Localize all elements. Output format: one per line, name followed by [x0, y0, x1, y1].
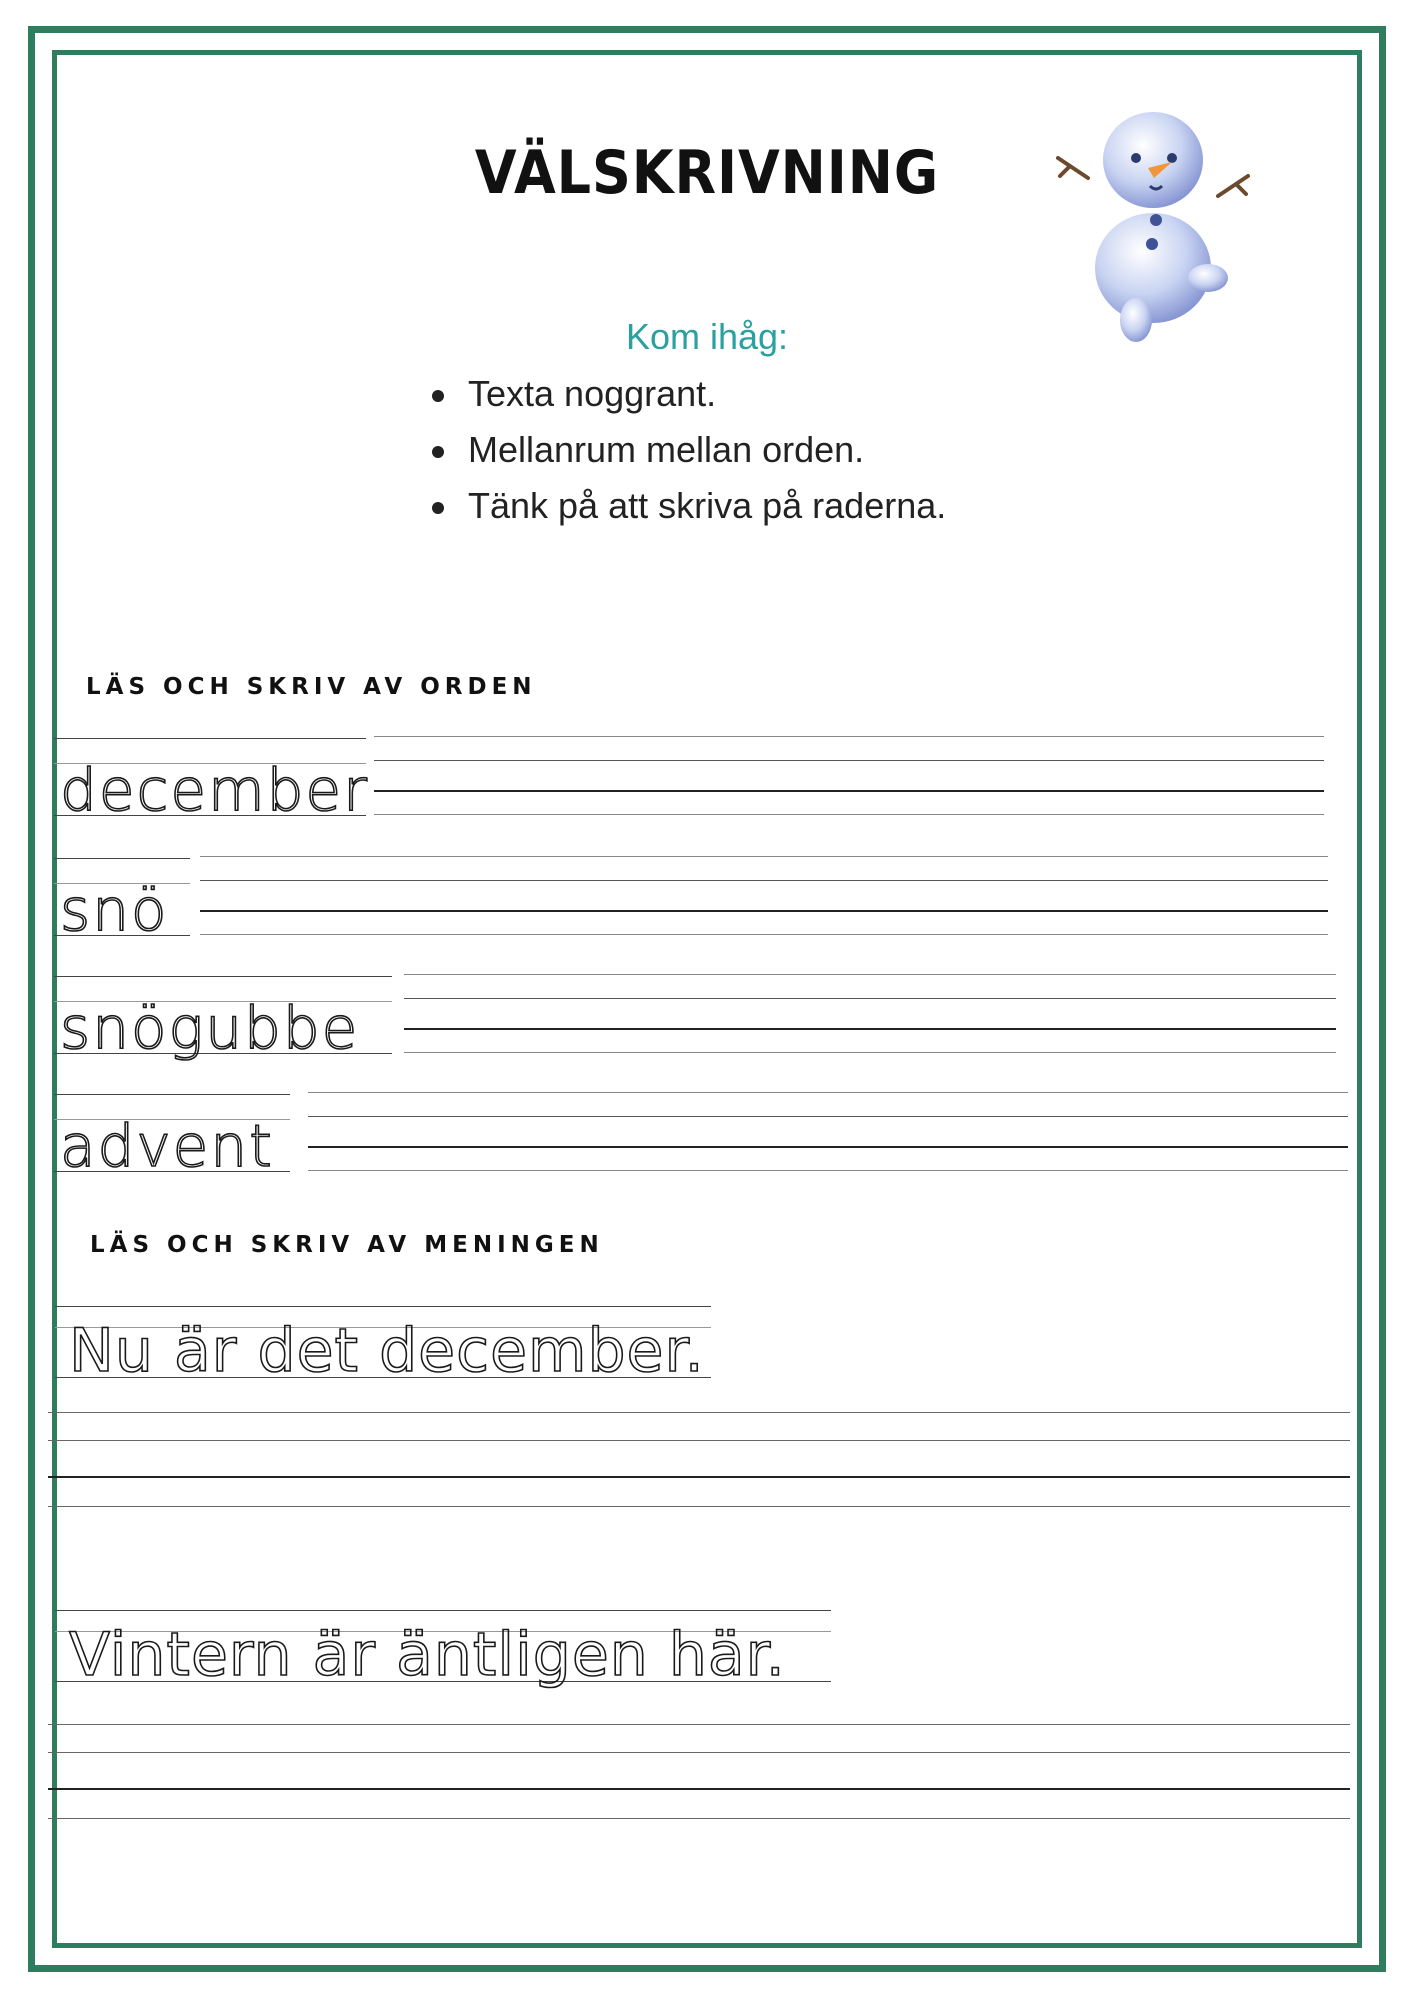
reminder-item: Mellanrum mellan orden. — [428, 422, 946, 478]
word-text: snö — [60, 876, 169, 944]
word-text: snögubbe — [60, 994, 360, 1062]
sentence-text: Nu är det december. — [69, 1316, 705, 1386]
reminder-list — [428, 366, 946, 534]
word-text: december — [60, 756, 369, 824]
sentence-writing-lines[interactable] — [48, 1412, 1350, 1508]
reminder-heading: Kom ihåg: — [625, 316, 789, 357]
word-text: advent — [60, 1112, 274, 1180]
words-heading: LÄS OCH SKRIV AV ORDEN — [86, 674, 537, 700]
word-model — [54, 738, 369, 824]
sentence-model — [55, 1306, 711, 1386]
reminder-item: Tänk på att skriva på raderna. — [428, 478, 946, 534]
sentence-model — [55, 1610, 831, 1690]
writing-lines[interactable] — [374, 736, 1324, 814]
writing-lines[interactable] — [308, 1092, 1348, 1170]
reminder-item: Texta noggrant. — [428, 366, 946, 422]
word-model — [54, 1094, 290, 1180]
writing-lines[interactable] — [404, 974, 1336, 1052]
snowman-image — [1048, 98, 1258, 348]
writing-lines[interactable] — [200, 856, 1328, 934]
word-model — [54, 858, 190, 944]
page-title: VÄLSKRIVNING — [474, 138, 940, 208]
word-model — [54, 976, 392, 1062]
sentence-heading: LÄS OCH SKRIV AV MENINGEN — [90, 1232, 604, 1258]
sentence-text: Vintern är äntligen här. — [69, 1620, 786, 1690]
sentence-writing-lines[interactable] — [48, 1724, 1350, 1820]
